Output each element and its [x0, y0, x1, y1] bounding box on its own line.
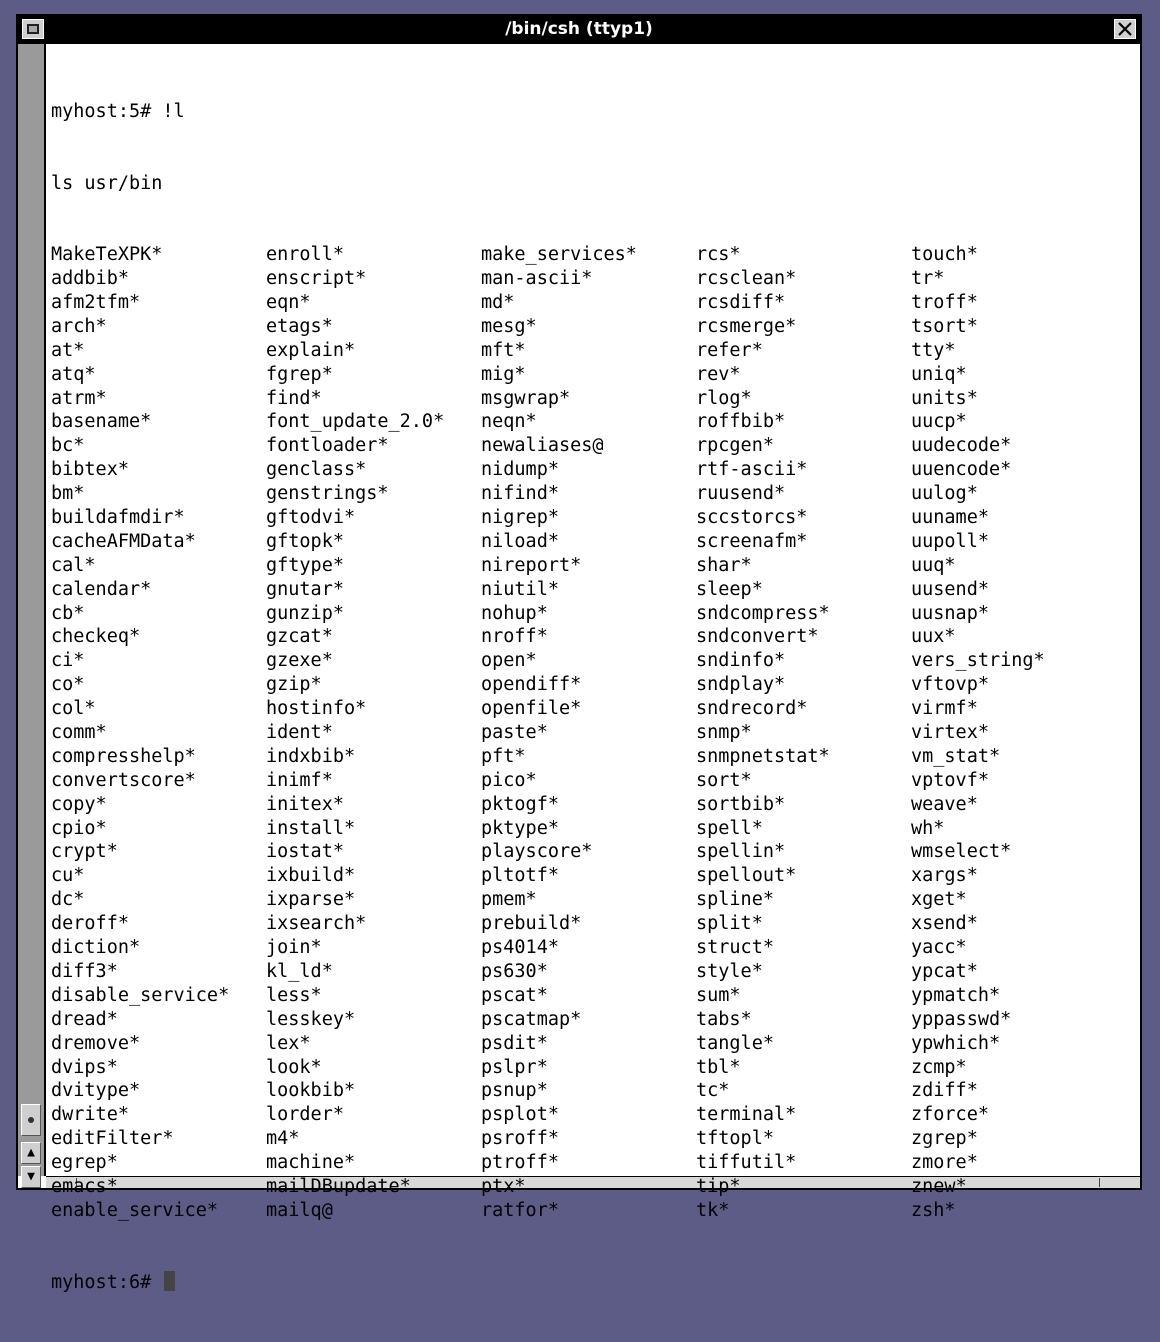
file-entry: ypwhich*	[911, 1032, 1001, 1054]
file-entry: sndinfo*	[696, 650, 786, 672]
file-entry: uudecode*	[911, 435, 1012, 457]
file-entry: nireport*	[481, 554, 582, 576]
file-entry: tk*	[696, 1199, 730, 1221]
file-entry: tc*	[696, 1080, 730, 1102]
file-entry: MakeTeXPK*	[51, 244, 163, 266]
file-entry: compresshelp*	[51, 745, 196, 767]
file-entry: diff3*	[51, 960, 118, 982]
file-entry: yacc*	[911, 937, 967, 959]
file-entry: atq*	[51, 363, 96, 385]
file-entry: vftovp*	[911, 674, 989, 696]
file-entry: rev*	[696, 363, 741, 385]
file-entry: nroff*	[481, 626, 548, 648]
file-entry: ruusend*	[696, 483, 786, 505]
file-entry: arch*	[51, 315, 107, 337]
file-entry: zsh*	[911, 1199, 956, 1221]
file-entry: spellin*	[696, 841, 786, 863]
file-entry: pico*	[481, 769, 537, 791]
file-entry: sum*	[696, 984, 741, 1006]
file-entry: dwrite*	[51, 1104, 129, 1126]
file-entry: install*	[266, 817, 356, 839]
file-entry: tsort*	[911, 315, 978, 337]
file-entry: cal*	[51, 554, 96, 576]
file-entry: gftodvi*	[266, 507, 356, 529]
file-entry: uulog*	[911, 483, 978, 505]
file-entry: niutil*	[481, 578, 559, 600]
file-entry: pscatmap*	[481, 1008, 582, 1030]
file-entry: wmselect*	[911, 841, 1012, 863]
file-entry: ptroff*	[481, 1152, 559, 1174]
file-entry: enable_service*	[51, 1199, 219, 1221]
file-entry: make_services*	[481, 244, 637, 266]
file-entry: spell*	[696, 817, 763, 839]
file-entry: ptx*	[481, 1175, 526, 1197]
file-entry: openfile*	[481, 698, 582, 720]
file-entry: sccstorcs*	[696, 507, 808, 529]
file-entry: initex*	[266, 793, 344, 815]
file-entry: genstrings*	[266, 483, 389, 505]
file-entry: weave*	[911, 793, 978, 815]
file-entry: mesg*	[481, 315, 537, 337]
prompt-text: myhost:6#	[51, 1271, 163, 1293]
file-entry: nidump*	[481, 459, 559, 481]
arrow-up-icon: ▲	[27, 1145, 35, 1160]
file-entry: calendar*	[51, 578, 152, 600]
file-entry: pktogf*	[481, 793, 559, 815]
file-entry: cacheAFMData*	[51, 530, 196, 552]
close-icon	[1117, 21, 1133, 37]
file-entry: egrep*	[51, 1152, 118, 1174]
close-button[interactable]	[1114, 19, 1136, 39]
title-bar[interactable]	[18, 16, 1140, 44]
file-entry: newaliases@	[481, 435, 604, 457]
file-entry: psplot*	[481, 1104, 559, 1126]
file-entry: cb*	[51, 602, 85, 624]
file-entry: ci*	[51, 650, 85, 672]
file-entry: ratfor*	[481, 1199, 559, 1221]
file-entry: lex*	[266, 1032, 311, 1054]
file-entry: co*	[51, 674, 85, 696]
window-title: /bin/csh (ttyp1)	[505, 19, 653, 39]
file-entry: ident*	[266, 722, 333, 744]
file-entry: sndrecord*	[696, 698, 808, 720]
file-entry: gzcat*	[266, 626, 333, 648]
file-entry: tip*	[696, 1175, 741, 1197]
file-entry: roffbib*	[696, 411, 786, 433]
file-entry: virtex*	[911, 722, 989, 744]
file-entry: msgwrap*	[481, 387, 571, 409]
file-entry: refer*	[696, 339, 763, 361]
file-entry: cpio*	[51, 817, 107, 839]
file-entry: vm_stat*	[911, 745, 1001, 767]
file-entry: znew*	[911, 1175, 967, 1197]
file-entry: xargs*	[911, 865, 978, 887]
file-entry: xget*	[911, 889, 967, 911]
file-entry: hostinfo*	[266, 698, 367, 720]
file-entry: dread*	[51, 1008, 118, 1030]
file-entry: look*	[266, 1056, 322, 1078]
file-entry: mft*	[481, 339, 526, 361]
file-entry: sort*	[696, 769, 752, 791]
file-entry: fgrep*	[266, 363, 333, 385]
file-entry: editFilter*	[51, 1128, 174, 1150]
terminal-window	[16, 14, 1142, 1293]
file-entry: bm*	[51, 483, 85, 505]
file-entry: dc*	[51, 889, 85, 911]
file-entry: buildafmdir*	[51, 507, 185, 529]
file-entry: gftopk*	[266, 530, 344, 552]
file-entry: shar*	[696, 554, 752, 576]
file-entry: machine*	[266, 1152, 356, 1174]
file-entry: nifind*	[481, 483, 559, 505]
file-entry: yppasswd*	[911, 1008, 1012, 1030]
file-entry: iostat*	[266, 841, 344, 863]
file-entry: comm*	[51, 722, 107, 744]
file-entry: lorder*	[266, 1104, 344, 1126]
file-entry: psnup*	[481, 1080, 548, 1102]
file-entry: lookbib*	[266, 1080, 356, 1102]
file-entry: afm2tfm*	[51, 292, 141, 313]
file-entry: nohup*	[481, 602, 548, 624]
file-entry: gzip*	[266, 674, 322, 696]
file-entry: ixparse*	[266, 889, 356, 911]
file-entry: bibtex*	[51, 459, 129, 481]
file-entry: uuname*	[911, 507, 989, 529]
file-entry: tbl*	[696, 1056, 741, 1078]
scroll-knob[interactable]	[21, 1104, 41, 1136]
file-entry: copy*	[51, 793, 107, 815]
file-entry: dremove*	[51, 1032, 141, 1054]
file-entry: vptovf*	[911, 769, 989, 791]
file-entry: uniq*	[911, 363, 967, 385]
file-entry: uuq*	[911, 554, 956, 576]
file-entry: units*	[911, 387, 978, 409]
file-entry: ps630*	[481, 960, 548, 982]
file-entry: md*	[481, 292, 515, 313]
file-entry: addbib*	[51, 268, 129, 290]
file-entry: basename*	[51, 411, 152, 433]
file-entry: zforce*	[911, 1104, 989, 1126]
file-entry: zdiff*	[911, 1080, 978, 1102]
file-entry: m4*	[266, 1128, 300, 1150]
file-entry: pft*	[481, 745, 526, 767]
file-entry: rcsclean*	[696, 268, 797, 290]
file-entry: struct*	[696, 937, 774, 959]
file-entry: at*	[51, 339, 85, 361]
file-entry: screenafm*	[696, 530, 808, 552]
file-entry: gftype*	[266, 554, 344, 576]
file-entry: rcs*	[696, 244, 741, 266]
file-entry: gunzip*	[266, 602, 344, 624]
file-entry: sortbib*	[696, 793, 786, 815]
file-entry: pmem*	[481, 889, 537, 911]
file-entry: prebuild*	[481, 913, 582, 935]
file-entry: tr*	[911, 268, 945, 290]
file-entry: disable_service*	[51, 984, 230, 1006]
file-entry: zcmp*	[911, 1056, 967, 1078]
file-entry: sndplay*	[696, 674, 786, 696]
file-entry: opendiff*	[481, 674, 582, 696]
file-entry: tangle*	[696, 1032, 774, 1054]
file-entry: convertscore*	[51, 769, 196, 791]
command-line: myhost:5# !l	[51, 100, 185, 122]
file-entry: deroff*	[51, 913, 129, 935]
file-entry: indxbib*	[266, 745, 356, 767]
file-entry: emacs*	[51, 1175, 118, 1197]
file-entry: xsend*	[911, 913, 978, 935]
file-entry: snmpnetstat*	[696, 745, 830, 767]
file-entry: ypmatch*	[911, 984, 1001, 1006]
file-entry: ixbuild*	[266, 865, 356, 887]
terminal-output[interactable]	[51, 52, 1136, 1293]
file-entry: tabs*	[696, 1008, 752, 1030]
file-entry: nigrep*	[481, 507, 559, 529]
file-entry: etags*	[266, 315, 333, 337]
file-entry: checkeq*	[51, 626, 141, 648]
file-entry: sndcompress*	[696, 602, 830, 624]
file-entry: pktype*	[481, 817, 559, 839]
file-entry: uuencode*	[911, 459, 1012, 481]
file-entry: bc*	[51, 435, 85, 457]
file-entry: dvips*	[51, 1056, 118, 1078]
file-entry: ps4014*	[481, 937, 559, 959]
file-entry: enscript*	[266, 268, 367, 290]
file-entry: sleep*	[696, 578, 763, 600]
prompt-line[interactable]	[51, 1271, 1136, 1295]
file-entry: rcsmerge*	[696, 315, 797, 337]
file-entry: niload*	[481, 530, 559, 552]
file-entry: atrm*	[51, 387, 107, 409]
file-entry: zmore*	[911, 1152, 978, 1174]
file-entry: tiffutil*	[696, 1152, 797, 1174]
file-entry: open*	[481, 650, 537, 672]
file-entry: uucp*	[911, 411, 967, 433]
file-entry: vers_string*	[911, 650, 1045, 672]
file-entry: rtf-ascii*	[696, 459, 808, 481]
file-entry: lesskey*	[266, 1008, 356, 1030]
file-entry: ixsearch*	[266, 913, 367, 935]
file-entry: rlog*	[696, 387, 752, 409]
vertical-scrollbar[interactable]	[18, 44, 46, 1184]
file-entry: touch*	[911, 244, 978, 266]
file-entry: spellout*	[696, 865, 797, 887]
file-entry: uupoll*	[911, 530, 989, 552]
ls-listing	[51, 243, 1136, 1223]
file-entry: style*	[696, 960, 763, 982]
file-entry: mig*	[481, 363, 526, 385]
file-entry: neqn*	[481, 411, 537, 433]
file-entry: col*	[51, 698, 96, 720]
file-entry: wh*	[911, 817, 945, 839]
file-entry: spline*	[696, 889, 774, 911]
text-cursor	[164, 1271, 175, 1291]
file-entry: dvitype*	[51, 1080, 141, 1102]
file-entry: join*	[266, 937, 322, 959]
file-entry: pscat*	[481, 984, 548, 1006]
file-entry: sndconvert*	[696, 626, 819, 648]
file-entry: font_update_2.0*	[266, 411, 445, 433]
file-entry: fontloader*	[266, 435, 389, 457]
file-entry: gnutar*	[266, 578, 344, 600]
scroll-down-button[interactable]	[21, 1166, 41, 1188]
file-entry: find*	[266, 387, 322, 409]
file-entry: virmf*	[911, 698, 978, 720]
file-entry: crypt*	[51, 841, 118, 863]
file-entry: cu*	[51, 865, 85, 887]
file-entry: tftopl*	[696, 1128, 774, 1150]
file-entry: psdit*	[481, 1032, 548, 1054]
file-entry: less*	[266, 984, 322, 1006]
knob-dot-icon	[28, 1117, 34, 1123]
file-entry: snmp*	[696, 722, 752, 744]
file-entry: inimf*	[266, 769, 333, 791]
file-entry: tty*	[911, 339, 956, 361]
file-entry: eqn*	[266, 292, 311, 313]
file-entry: zgrep*	[911, 1128, 978, 1150]
file-entry: pslpr*	[481, 1056, 548, 1078]
file-entry: rpcgen*	[696, 435, 774, 457]
command-line: ls usr/bin	[51, 172, 163, 194]
arrow-down-icon: ▼	[27, 1169, 35, 1184]
file-entry: diction*	[51, 937, 141, 959]
file-entry: kl_ld*	[266, 960, 333, 982]
file-entry: playscore*	[481, 841, 593, 863]
file-entry: uusend*	[911, 578, 989, 600]
file-entry: gzexe*	[266, 650, 333, 672]
file-entry: enroll*	[266, 244, 344, 266]
file-entry: psroff*	[481, 1128, 559, 1150]
file-entry: troff*	[911, 292, 978, 313]
file-entry: uusnap*	[911, 602, 989, 624]
file-entry: terminal*	[696, 1104, 797, 1126]
file-entry: mailDBupdate*	[266, 1175, 411, 1197]
file-entry: split*	[696, 913, 763, 935]
file-entry: paste*	[481, 722, 548, 744]
file-entry: rcsdiff*	[696, 292, 786, 313]
file-entry: uux*	[911, 626, 956, 648]
scroll-up-button[interactable]	[21, 1142, 41, 1164]
file-entry: ypcat*	[911, 960, 978, 982]
file-entry: explain*	[266, 339, 356, 361]
file-entry: mailq@	[266, 1199, 333, 1221]
file-entry: man-ascii*	[481, 268, 593, 290]
file-entry: genclass*	[266, 459, 367, 481]
file-entry: pltotf*	[481, 865, 559, 887]
